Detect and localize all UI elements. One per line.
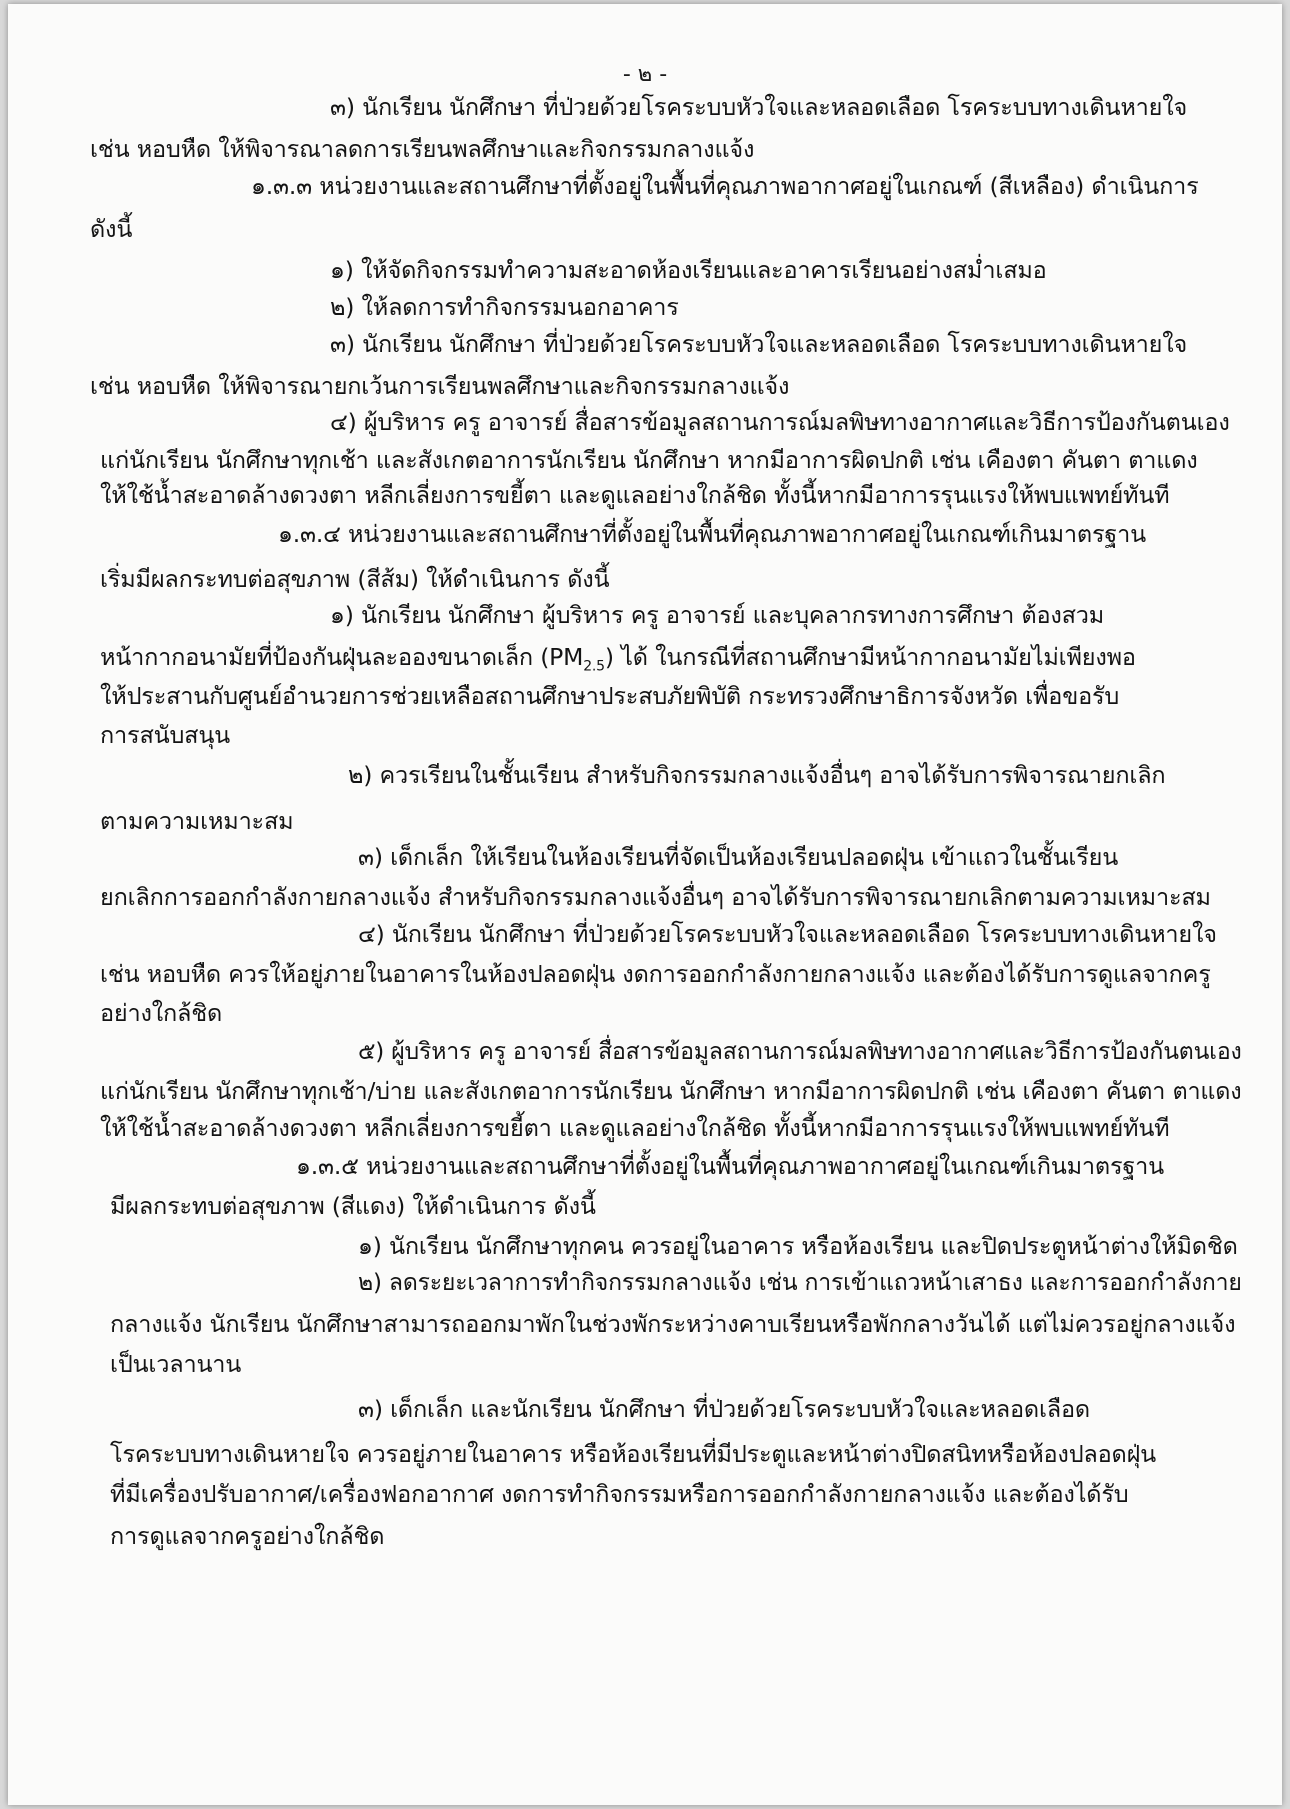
paragraph-line: การดูแลจากครูอย่างใกล้ชิด <box>110 1522 385 1550</box>
paragraph-line: ๑) นักเรียน นักศึกษา ผู้บริหาร ครู อาจารย์ และบุคลากรทางการศึกษา ต้องสวม <box>330 601 1105 629</box>
paragraph-line: มีผลกระทบต่อสุขภาพ (สีแดง) ให้ดำเนินการ ดังนี้ <box>110 1192 596 1220</box>
paragraph-line: ๔) นักเรียน นักศึกษา ที่ป่วยด้วยโรคระบบหัวใจและหลอดเลือด โรคระบบทางเดินหายใจ <box>358 920 1217 948</box>
paragraph-line: ๑) ให้จัดกิจกรรมทำความสะอาดห้องเรียนและอาคารเรียนอย่างสม่ำเสมอ <box>330 256 1047 284</box>
paragraph-line: ที่มีเครื่องปรับอากาศ/เครื่องฟอกอากาศ งดการทำกิจกรรมหรือการออกกำลังกายกลางแจ้ง และต้องได้รับ <box>110 1480 1129 1508</box>
paragraph-line: ยกเลิกการออกกำลังกายกลางแจ้ง สำหรับกิจกรรมกลางแจ้งอื่นๆ อาจได้รับการพิจารณายกเลิกตามความเหมาะสม <box>100 883 1211 911</box>
paragraph-line: ๑.๓.๓ หน่วยงานและสถานศึกษาที่ตั้งอยู่ในพื้นที่คุณภาพอากาศอยู่ในเกณฑ์ (สีเหลือง) ดำเนินการ <box>251 172 1199 200</box>
paragraph-line: ๒) ควรเรียนในชั้นเรียน สำหรับกิจกรรมกลางแจ้งอื่นๆ อาจได้รับการพิจารณายกเลิก <box>348 761 1166 789</box>
paragraph-line: ๒) ให้ลดการทำกิจกรรมนอกอาคาร <box>330 293 679 321</box>
paragraph-line: แก่นักเรียน นักศึกษาทุกเช้า/บ่าย และสังเกตอาการนักเรียน นักศึกษา หากมีอาการผิดปกติ เช่น เคืองตา คันตา ตาแดง <box>100 1077 1242 1105</box>
paragraph-line: ให้ประสานกับศูนย์อำนวยการช่วยเหลือสถานศึกษาประสบภัยพิบัติ กระทรวงศึกษาธิการจังหวัด เพื่อขอรับ <box>100 682 1120 710</box>
paragraph-line: ๕) ผู้บริหาร ครู อาจารย์ สื่อสารข้อมูลสถานการณ์มลพิษทางอากาศและวิธีการป้องกันตนเอง <box>358 1037 1242 1065</box>
paragraph-line: ๓) นักเรียน นักศึกษา ที่ป่วยด้วยโรคระบบหัวใจและหลอดเลือด โรคระบบทางเดินหายใจ <box>330 93 1188 121</box>
paragraph-line: กลางแจ้ง นักเรียน นักศึกษาสามารถออกมาพักในช่วงพักระหว่างคาบเรียนหรือพักกลางวันได้ แต่ไม่ควรอยู่กลางแจ้ง <box>110 1310 1236 1338</box>
paragraph-line: ๑) นักเรียน นักศึกษาทุกคน ควรอยู่ในอาคาร หรือห้องเรียน และปิดประตูหน้าต่างให้มิดชิด <box>358 1232 1238 1260</box>
paragraph-line: ๓) เด็กเล็ก และนักเรียน นักศึกษา ที่ป่วยด้วยโรคระบบหัวใจและหลอดเลือด <box>358 1395 1090 1423</box>
paragraph-line: เช่น หอบหืด ควรให้อยู่ภายในอาคารในห้องปลอดฝุ่น งดการออกกำลังกายกลางแจ้ง และต้องได้รับการดูแลจากครู <box>100 960 1211 988</box>
paragraph-line: แก่นักเรียน นักศึกษาทุกเช้า และสังเกตอาการนักเรียน นักศึกษา หากมีอาการผิดปกติ เช่น เคืองตา คันตา ตาแดง <box>100 446 1198 474</box>
pm-subscript: 2.5 <box>583 658 605 675</box>
paragraph-line: ๓) นักเรียน นักศึกษา ที่ป่วยด้วยโรคระบบหัวใจและหลอดเลือด โรคระบบทางเดินหายใจ <box>330 330 1188 358</box>
paragraph-line: เป็นเวลานาน <box>110 1350 242 1378</box>
paragraph-line: ๓) เด็กเล็ก ให้เรียนในห้องเรียนที่จัดเป็นห้องเรียนปลอดฝุ่น เข้าแถวในชั้นเรียน <box>358 843 1119 871</box>
paragraph-line: ๑.๓.๕ หน่วยงานและสถานศึกษาที่ตั้งอยู่ในพื้นที่คุณภาพอากาศอยู่ในเกณฑ์เกินมาตรฐาน <box>296 1152 1165 1180</box>
paragraph-line: ๔) ผู้บริหาร ครู อาจารย์ สื่อสารข้อมูลสถานการณ์มลพิษทางอากาศและวิธีการป้องกันตนเอง <box>330 408 1230 436</box>
document-page <box>8 4 1282 1805</box>
paragraph-line: ตามความเหมาะสม <box>100 807 294 835</box>
paragraph-line: เริ่มมีผลกระทบต่อสุขภาพ (สีส้ม) ให้ดำเนินการ ดังนี้ <box>100 565 610 593</box>
paragraph-line: โรคระบบทางเดินหายใจ ควรอยู่ภายในอาคาร หรือห้องเรียนที่มีประตูและหน้าต่างปิดสนิทหรือห้องปลอดฝุ่น <box>110 1440 1157 1468</box>
paragraph-line: การสนับสนุน <box>100 721 231 749</box>
pm-continuation: ) ได้ ในกรณีที่สถานศึกษามีหน้ากากอนามัยไม่เพียงพอ <box>604 643 1136 671</box>
paragraph-line: ให้ใช้น้ำสะอาดล้างดวงตา หลีกเลี่ยงการขยี้ตา และดูแลอย่างใกล้ชิด ทั้งนี้หากมีอาการรุนแรงให้พบแพทย์ทันที <box>100 1114 1170 1142</box>
paragraph-line: ให้ใช้น้ำสะอาดล้างดวงตา หลีกเลี่ยงการขยี้ตา และดูแลอย่างใกล้ชิด ทั้งนี้หากมีอาการรุนแรงให้พบแพทย์ทันที <box>100 481 1170 509</box>
paragraph-line: ๑.๓.๔ หน่วยงานและสถานศึกษาที่ตั้งอยู่ในพื้นที่คุณภาพอากาศอยู่ในเกณฑ์เกินมาตรฐาน <box>278 520 1147 548</box>
pm-text: หน้ากากอนามัยที่ป้องกันฝุ่นละอองขนาดเล็ก (PM <box>100 643 584 671</box>
paragraph-line: เช่น หอบหืด ให้พิจารณายกเว้นการเรียนพลศึกษาและกิจกรรมกลางแจ้ง <box>90 372 790 400</box>
paragraph-line: เช่น หอบหืด ให้พิจารณาลดการเรียนพลศึกษาและกิจกรรมกลางแจ้ง <box>90 135 755 163</box>
paragraph-line-pm25 <box>100 642 1136 682</box>
paragraph-line: อย่างใกล้ชิด <box>100 999 223 1027</box>
paragraph-line: ดังนี้ <box>90 215 133 243</box>
page-number: - ๒ - <box>622 62 668 87</box>
paragraph-line: ๒) ลดระยะเวลาการทำกิจกรรมกลางแจ้ง เช่น การเข้าแถวหน้าเสาธง และการออกกำลังกาย <box>358 1268 1242 1296</box>
